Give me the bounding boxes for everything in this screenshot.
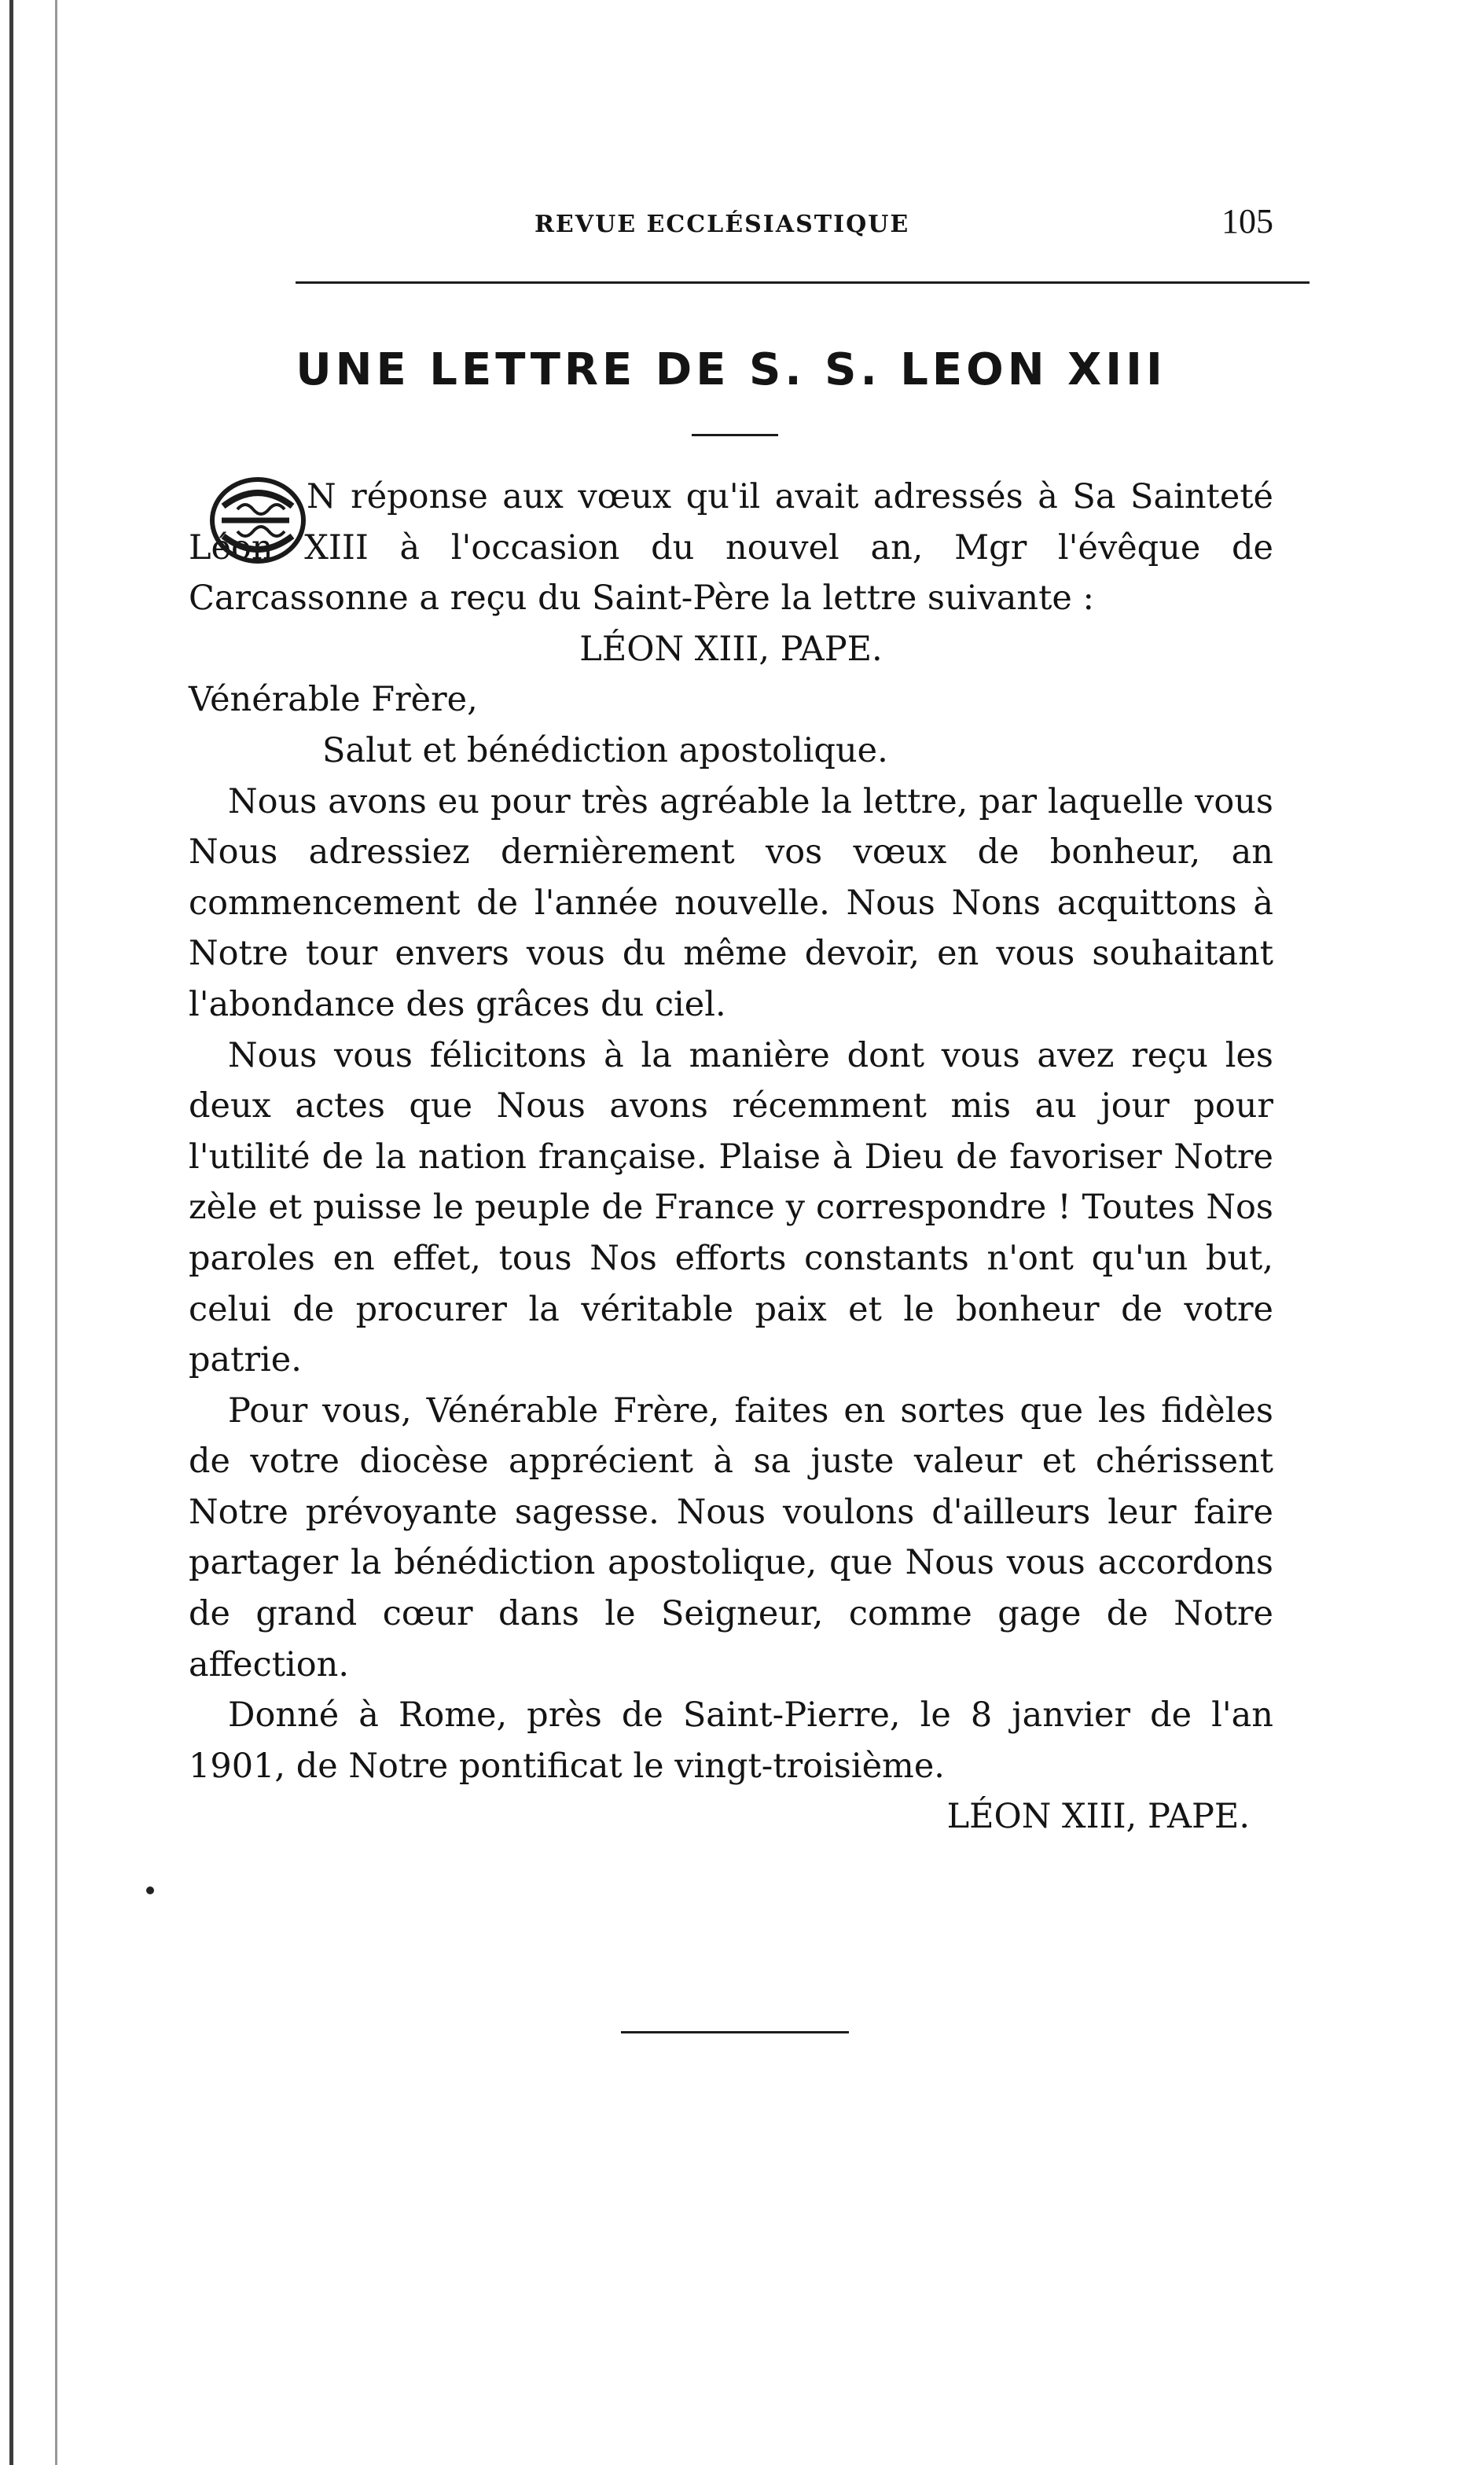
letter-addressee: Vénérable Frère,: [189, 680, 478, 720]
closing-rule: [621, 2031, 849, 2033]
article-title: UNE LETTRE DE S. S. LEON XIII: [296, 344, 1166, 395]
scan-margin-line: [55, 0, 57, 2465]
letter-paragraph: Nous avons eu pour très agréable la lettre, par laquelle vous Nous adressiez dernièrement vos vœux de bonheur, an commencement de l'année nouvelle. Nous Nons acquittons à Notre tour envers vous du même devoir, en vous souhaitant l'abondance des grâces du ciel.: [189, 781, 1273, 1024]
title-separator: [692, 434, 778, 436]
letter-paragraph: Nous vous félicitons à la manière dont vous avez reçu les deux actes que Nous avons récemment mis au jour pour l'utilité de la nation française. Plaise à Dieu de favoriser Notre zèle et puisse le peuple de France y correspondre ! Toutes Nos paroles en effet, tous Nos efforts constants n'ont qu'un but, celui de procurer la véritable paix et le bonheur de votre patrie.: [189, 1035, 1273, 1380]
running-title: REVUE ECCLÉSIASTIQUE: [534, 211, 910, 238]
letter-signature: LÉON XIII, PAPE.: [946, 1797, 1250, 1837]
article-body: [189, 472, 1273, 1842]
page-number: 105: [1221, 202, 1273, 241]
letter-salutation: Salut et bénédiction apostolique.: [322, 730, 888, 770]
letter-paragraph: Donné à Rome, près de Saint-Pierre, le 8 janvier de l'an 1901, de Notre pontificat le vingt-troisième.: [189, 1695, 1273, 1786]
ornamental-dropcap-icon: [208, 475, 308, 568]
letter-paragraph: Pour vous, Vénérable Frère, faites en sortes que les fidèles de votre diocèse apprécient à sa juste valeur et chérissent Notre prévoyante sagesse. Nous voulons d'ailleurs leur faire partager la bénédiction apostolique, que Nous vous accordons de grand cœur dans le Seigneur, comme gage de Notre affection.: [189, 1390, 1273, 1684]
intro-text: N réponse aux vœux qu'il avait adressés à Sa Sainteté Léon XIII à l'occasion du nouvel an, Mgr l'évêque de Carcassonne a reçu du Saint-Père la lettre suivante :: [189, 477, 1273, 619]
running-head: [189, 201, 1273, 248]
scan-margin-line: [9, 0, 13, 2465]
intro-paragraph: [189, 472, 1273, 624]
header-rule: [296, 281, 1310, 284]
letter-heading: LÉON XIII, PAPE.: [579, 629, 883, 669]
scan-speck: [146, 1886, 154, 1894]
